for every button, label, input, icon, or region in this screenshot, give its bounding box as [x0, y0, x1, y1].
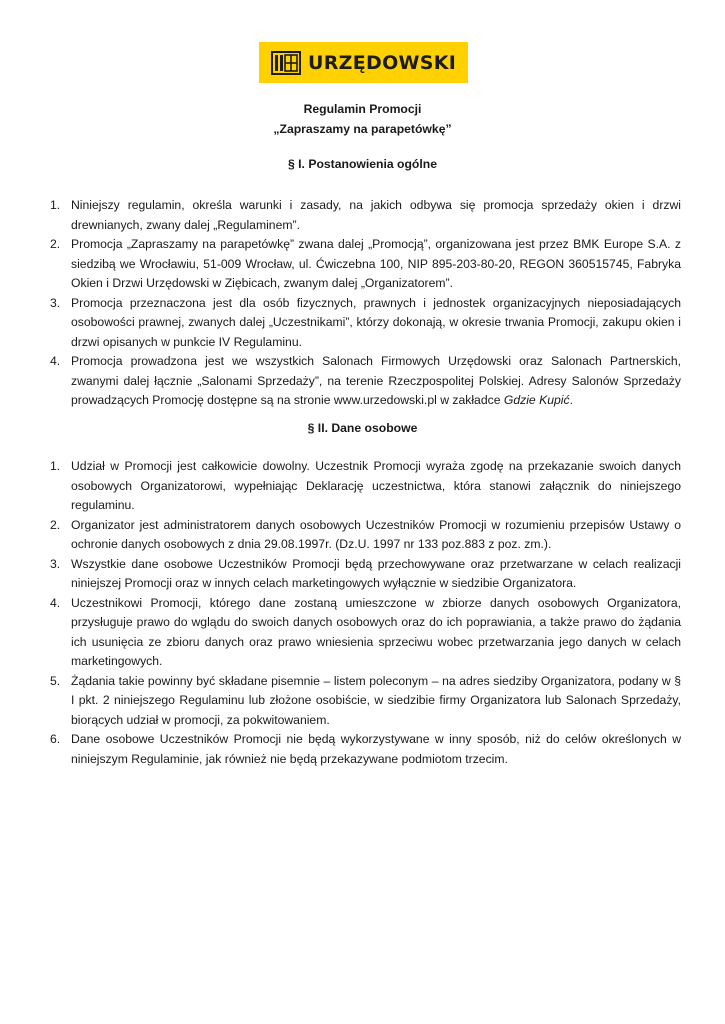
- section-heading-personal-data: § II. Dane osobowe: [307, 421, 418, 435]
- list-item: [0, 235, 725, 294]
- item-text: Organizator jest administratorem danych osobowych Uczestników Promocji w rozumieniu przepisów Ustawy o ochronie danych osobowych z dnia 29.08.1997r. (Dz.U. 1997 nr 133 poz.883 z poz. zm.).: [71, 517, 681, 551]
- item-number: 4.: [50, 595, 61, 610]
- item-text: Promocja przeznaczona jest dla osób fizycznych, prawnych i jednostek organizacyjnych nieposiadających osobowości prawnej, zwanych dalej „Uczestnikami”, którzy dokonają, w okresie trwania Promocji, zakupu okien i drzwi opisanych w punkcie IV Regulaminu.: [71, 295, 681, 349]
- list-item: [0, 457, 725, 516]
- item-number: 5.: [50, 673, 61, 688]
- list-item: [0, 294, 725, 353]
- item-text: Udział w Promocji jest całkowicie dowolny. Uczestnik Promocji wyraża zgodę na przekazanie swoich danych osobowych Organizatorowi, wypełniając Deklarację uczestnictwa, która stanowi załącznik do niniejszego regulaminu.: [71, 459, 681, 512]
- item-text: Dane osobowe Uczestników Promocji nie będą wykorzystywane w inny sposób, niż do celów określonych w niniejszym Regulaminie, jak również nie będą przekazywane podmiotom trzecim.: [71, 732, 681, 766]
- item-number: 2.: [50, 237, 61, 251]
- list-item: [0, 672, 725, 731]
- list-item: [0, 352, 725, 411]
- list-item: [0, 196, 725, 235]
- list-item: [0, 516, 725, 555]
- item-text: [71, 352, 681, 411]
- document-subtitle: „Zapraszamy na parapetówkę”: [273, 122, 452, 136]
- window-frame-icon: [271, 51, 301, 75]
- item-text: Promocja „Zapraszamy na parapetówkę” zwana dalej „Promocją”, organizowana jest przez BMK Europe S.A. z siedzibą we Wrocławiu, 51-009 Wrocław, ul. Ćwiczebna 100, NIP 895-203-80-20, REGON 360515745, Fabryka Okien i Drzwi Urzędowski w Ziębicach, zwanym dalej „Organizatorem”.: [71, 237, 681, 290]
- item-text: Niniejszy regulamin, określa warunki i zasady, na jakich odbywa się promocja sprzedaży okien i drzwi drewnianych, zwany dalej „Regulaminem”.: [71, 198, 681, 232]
- item-number: 3.: [50, 556, 61, 571]
- list-item: [0, 594, 725, 672]
- brand-logo: [259, 42, 468, 83]
- item-text: Wszystkie dane osobowe Uczestników Promocji będą przechowywane oraz przetwarzane w celach realizacji niniejszej Promocji oraz w innych celach marketingowych wyłącznie w siedzibie Organizatora.: [71, 556, 681, 590]
- personal-data-list: [0, 457, 725, 769]
- item-text-main: Promocja prowadzona jest we wszystkich Salonach Firmowych Urzędowski oraz Salonach Partnerskich, zwanymi dalej łącznie „Salonami Sprzedaży”, na terenie Rzeczpospolitej Polskiej. Adresy Salonów Sprzedaży prowadzących Promocję dostępne są na stronie www.urzedowski.pl w zakładce: [71, 354, 681, 407]
- item-number: 4.: [50, 354, 61, 368]
- list-item: [0, 555, 725, 594]
- document-title: Regulamin Promocji: [303, 102, 422, 116]
- item-number: 3.: [50, 295, 61, 310]
- item-text: Żądania takie powinny być składane pisemnie – listem poleconym – na adres siedziby Organizatora, podany w § I pkt. 2 niniejszego Regulaminu lub złożone osobiście, w siedzibie firmy Organizatora lub Salonach Sprzedaży, biorących udział w promocji, za pokwitowaniem.: [71, 673, 681, 727]
- general-provisions-list: [0, 196, 725, 411]
- section-heading-general: § I. Postanowienia ogólne: [288, 157, 437, 171]
- where-to-buy-link-text: Gdzie Kupić: [503, 393, 570, 407]
- logo-text: URZĘDOWSKI: [308, 51, 457, 74]
- item-number: 1.: [50, 198, 61, 212]
- item-number: 1.: [50, 459, 61, 473]
- list-item: [0, 730, 725, 769]
- item-number: 2.: [50, 517, 61, 532]
- item-text-tail: .: [569, 393, 573, 407]
- item-number: 6.: [50, 732, 61, 746]
- item-text: Uczestnikowi Promocji, którego dane zostaną umieszczone w zbiorze danych osobowych Organizatora, przysługuje prawo do wglądu do swoich danych osobowych oraz do ich poprawiania, a także prawo do żądania ich usunięcia ze zbioru danych oraz prawo wniesienia sprzeciwu wobec przetwarzania jego danych w celach marketingowych.: [71, 595, 681, 668]
